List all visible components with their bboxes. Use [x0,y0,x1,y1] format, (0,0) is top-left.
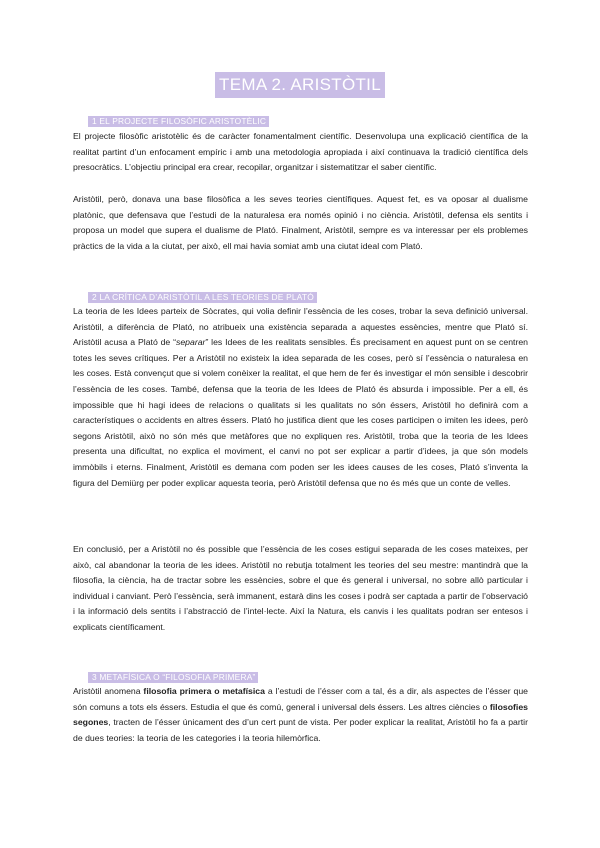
section-3-paragraph-1 [73,684,528,746]
section-3-p1-bold-2: filosofies segones [73,701,528,728]
section-2-paragraph-2: En conclusió, per a Aristòtil no és possible que l’essència de les coses estigui separada de les coses mateixes, per això, cal abandonar la teoria de les idees. Aristòtil no rebutja totalment les teories del seu mestre: mantindrà que la filosofia, la ciència, ha de tractar sobre les essències, sobre el que és general i universal, no sobre allò particular i individual i canviant. Però l’essència, serà immanent, estarà dins les coses i podrà ser captada a partir de l’observació i la informació dels sentits i l’abstracció de l’intel·lecte. Així la Natura, els canvis i les qualitats podran ser entesos i explicats científicament. [73,544,528,632]
section-1-heading: 1 EL PROJECTE FILOSÒFIC ARISTOTÈLIC [88,116,269,127]
section-3-p1-text-a: Aristòtil anomena [73,686,144,696]
section-3-p1-text-c: a l’estudi de l’ésser com a tal, és a dir, als aspectes de l’ésser que són comuns a tots els éssers. Estudia el que és comú, general i universal dels éssers. Les altres ciències o [73,686,528,712]
section-2-p1-emphasis: separar [175,337,206,348]
document-title: TEMA 2. ARISTÒTIL [215,72,385,98]
section-1-paragraph-2: Aristòtil, però, donava una base filosòfica a les seves teories científiques. Aquest fet, es va oposar al dualisme platònic, que defensava que l’estudi de la naturalesa era només opinió i no ciència. Aristòtil, defensa els sentits i proposa un model que supera el dualisme de Plató. Finalment, Aristòtil, sempre es va interessar per els problemes pràctics de la vida a la ciutat, per això, ell mai havia somiat amb una ciutat ideal com Plató. [73,194,528,251]
section-3-heading: 3 METAFÍSICA O “FILOSOFIA PRIMERA” [88,672,258,683]
section-3-p1-text-d: , tracten de l’ésser únicament des d’un cert punt de vista. Per poder explicar la realitat, Aristòtil ho fa a partir de dues teories: la teoria de les categories i la teoria hilemòrfica. [73,717,528,743]
title-wrap [0,72,600,98]
section-1-paragraph-1: El projecte filosòfic aristotèlic és de caràcter fonamentalment científic. Desenvolupa una explicació científica de la realitat partint d’un enfocament empíric i amb una metodologia apropiada i així continuava la tradició científica dels presocràtics. L’objectiu principal era crear, recopilar, organitzar i sistematitzar el saber científic. [73,131,528,173]
section-3-p1-bold-1: filosofia primera o metafísica [143,686,265,696]
section-2-p1-text-b: ” les Idees de les realitats sensibles. És precisament en aquest punt on se centren totes les seves crítiques. Per a Aristòtil no existeix la idea separada de les coses, però sí l’essència o naturalesa en les coses. Està convençut que si volem conèixer la realitat, el que hem de fer és investigar el món sensible i descobrir l’essència de les coses. També, defensa que la teoria de les Idees de Plató és absurda i impossible. Per a ell, és impossible que hi hagi idees de relacions o qualitats si les qualitats no són éssers, Aristòtil ho definirà com a característiques o accidents en altres éssers. Plató ho justifica dient que les coses participen o imiten les idees, però segons Aristòtil, això no són més que metàfores que no expliquen res. Aristòtil, troba que la teoria de les Idees presenta una dificultat, no explica el moviment, el canvi no pot ser explicar a partir d’idees, ja que són models immòbils i eterns. Finalment, Aristòtil es demana com poden ser les idees causes de les coses, Plató s’inventa la figura del Demiürg per poder explicar aquesta teoria, però Aristòtil defensa que no és més que un conte de velles. [73,337,528,488]
section-2-p1-text-a: La teoria de les Idees parteix de Sòcrates, qui volia definir l’essència de les coses, trobar la seva definició universal. Aristòtil, a diferència de Plató, no atribueix una existència separada a aquestes essències, mentre que Plató sí. Aristòtil acusa a Plató de “ [73,306,528,348]
section-2-heading: 2 LA CRÍTICA D’ARISTÒTIL A LES TEORIES DE PLATÓ [88,292,317,303]
section-2-paragraph-1 [73,304,528,491]
